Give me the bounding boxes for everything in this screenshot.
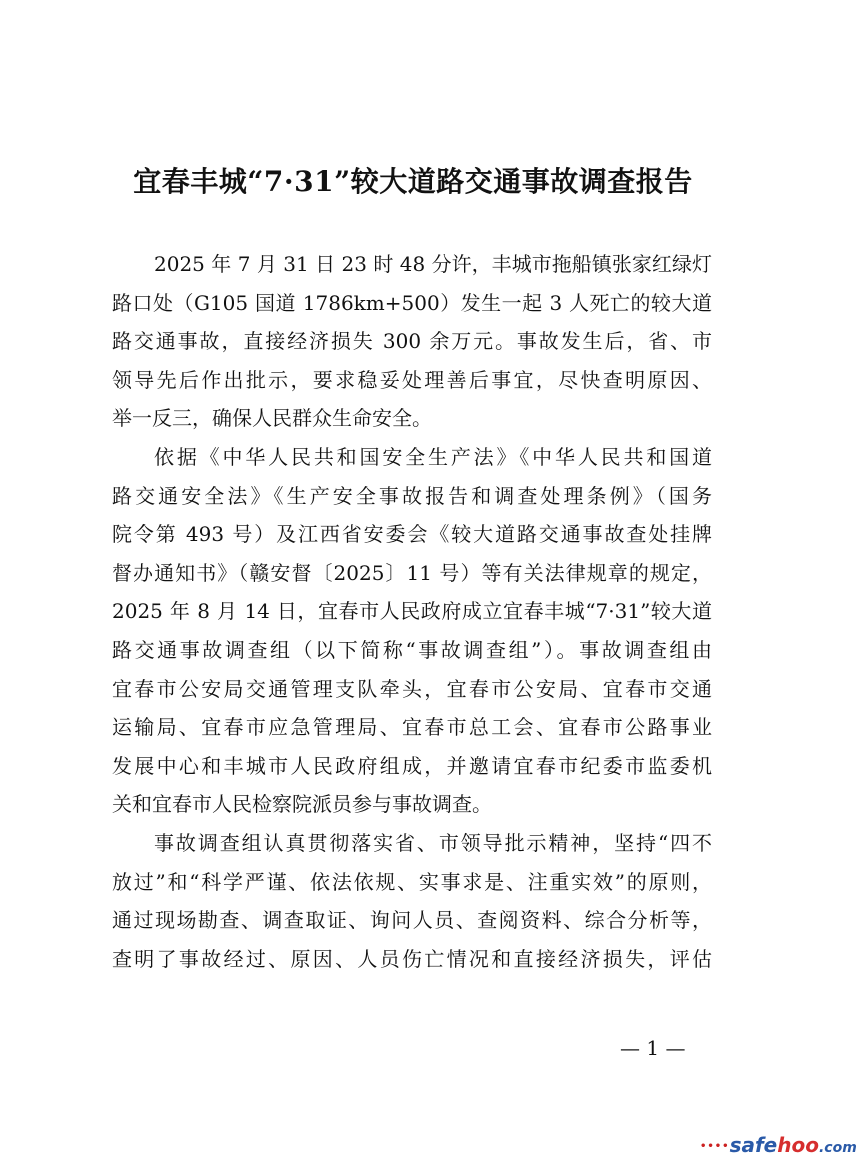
page-number: — 1 —: [620, 1036, 686, 1060]
site-watermark: [700, 1133, 857, 1157]
paragraph-3-line-4: 查明了事故经过、原因、人员伤亡情况和直接经济损失，评估: [112, 946, 712, 971]
paragraph-3-line-2: 放过”和“科学严谨、依法依规、实事求是、注重实效”的原则，: [112, 869, 712, 894]
paragraph-1-line-2: 路口处（G105 国道 1786km+500）发生一起 3 人死亡的较大道: [112, 290, 712, 315]
paragraph-2-line-7: 宜春市公安局交通管理支队牵头，宜春市公安局、宜春市交通: [112, 676, 712, 701]
paragraph-3-line-1: 事故调查组认真贯彻落实省、市领导批示精神，坚持“四不: [154, 830, 712, 855]
paragraph-2-line-3: 院令第 493 号）及江西省安委会《较大道路交通事故查处挂牌: [112, 522, 712, 547]
watermark-text-com: .com: [818, 1140, 857, 1156]
paragraph-2-line-4: 督办通知书》（赣安督〔2025〕11 号）等有关法律规章的规定，: [112, 560, 712, 585]
paragraph-2-line-2: 路交通安全法》《生产安全事故报告和调查处理条例》（国务: [112, 483, 712, 508]
document-title: 宜春丰城“7·31”较大道路交通事故调查报告: [133, 165, 693, 198]
paragraph-1-line-5: 举一反三，确保人民群众生命安全。: [112, 406, 432, 431]
paragraph-1-line-4: 领导先后作出批示，要求稳妥处理善后事宜，尽快查明原因、: [112, 367, 712, 392]
paragraph-1-line-1: 2025 年 7 月 31 日 23 时 48 分许，丰城市拖船镇张家红绿灯: [154, 252, 712, 276]
paragraph-2-line-6: 路交通事故调查组（以下简称“事故调查组”）。事故调查组由: [112, 637, 712, 662]
watermark-text-hoo: hoo: [777, 1133, 819, 1157]
paragraph-2-line-10: 关和宜春市人民检察院派员参与事故调查。: [112, 792, 492, 817]
paragraph-1-line-3: 路交通事故，直接经济损失 300 余万元。事故发生后，省、市: [112, 329, 712, 354]
paragraph-3-line-3: 通过现场勘查、调查取证、询问人员、查阅资料、综合分析等，: [112, 908, 712, 933]
paragraph-2-line-9: 发展中心和丰城市人民政府组成，并邀请宜春市纪委市监委机: [112, 753, 712, 778]
paragraph-2-line-1: 依据《中华人民共和国安全生产法》《中华人民共和国道: [154, 444, 712, 469]
paragraph-2-line-5: 2025 年 8 月 14 日，宜春市人民政府成立宜春丰城“7·31”较大道: [112, 599, 712, 624]
paragraph-2-line-8: 运输局、宜春市应急管理局、宜春市总工会、宜春市公路事业: [112, 715, 712, 740]
watermark-dots: ••••: [700, 1141, 730, 1152]
document-body: [112, 245, 712, 978]
watermark-text-safe: safe: [729, 1133, 778, 1157]
